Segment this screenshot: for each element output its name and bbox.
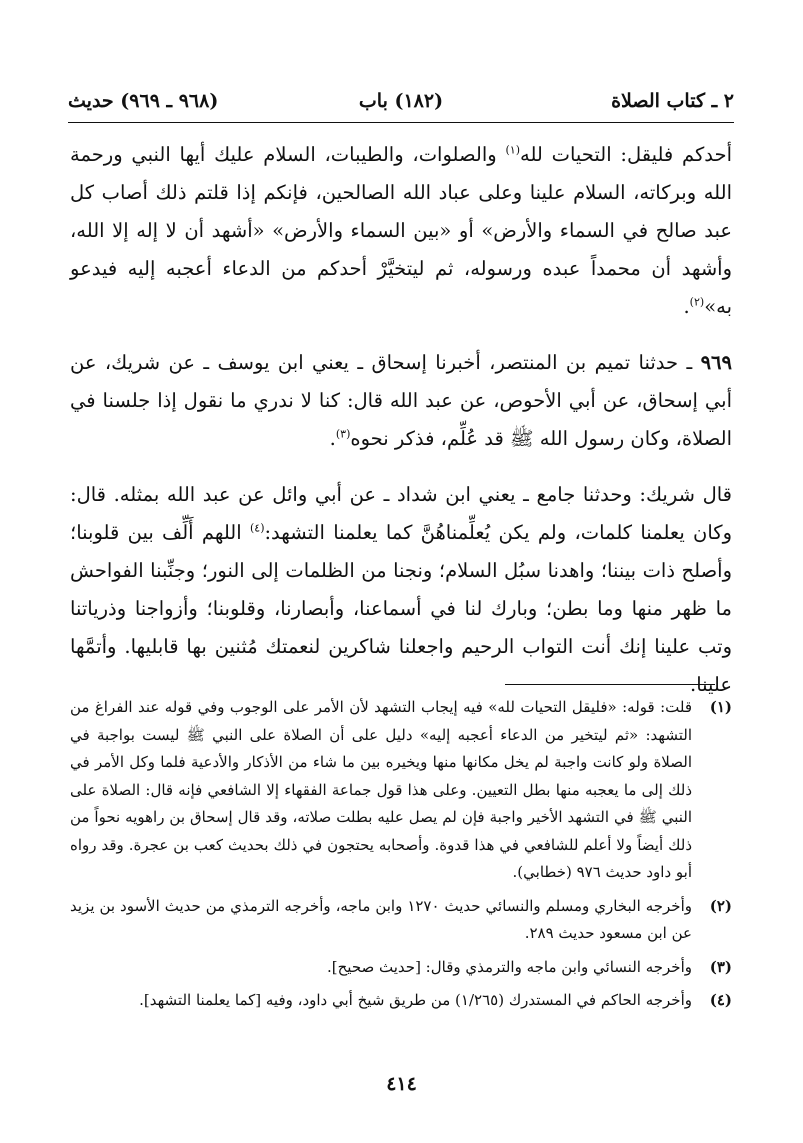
paragraph-hadith-968-end: أحدكم فليقل: التحيات لله$^{(١)}$ والصلوات، والطيبات، السلام عليك أيها النبي ورحمة الله وبركاته، السلام علينا وعلى عباد الله الصالحين، فإنكم إذا قلتم ذلك أصاب كل عبد صالح في السماء والأرض» أو «بين السماء والأرض» «أشهد أن لا إله إلا الله، وأشهد أن محمداً عبده ورسوله، ثم ليتخيَّرْ أحدكم من الدعاء أعجبه إليه فيدعو به»$^{(٢)}$.	[70, 143, 732, 318]
footnote-number: (٢)	[709, 896, 732, 915]
footnote-ref-3[interactable]: (٣)	[335, 427, 351, 441]
footnote-separator	[505, 684, 715, 685]
hadith-number: ٩٦٩	[700, 351, 732, 374]
paragraph-hadith-969: ٩٦٩ ـ حدثنا تميم بن المنتصر، أخبرنا إسحاق ـ يعني ابن يوسف ـ عن شريك، عن أبي إسحاق، عن أبي الأحوص، عن عبد الله قال: كنا لا ندري ما نقول إذا جلسنا في الصلاة، وكان رسول الله ﷺ قد عُلِّم، فذكر نحوه$^{(٣)}$.	[70, 351, 732, 450]
footnote-number: (٣)	[709, 957, 732, 976]
chapter-number: (١٨٢) باب	[358, 90, 444, 112]
main-text	[70, 136, 732, 704]
footnote-text: وأخرجه الحاكم في المستدرك (١/٢٦٥) من طريق شيخ أبي داود، وفيه [كما يعلمنا التشهد].	[139, 991, 692, 1009]
page-number: ٤١٤	[386, 1073, 417, 1095]
footnote-ref-1[interactable]: (١)	[505, 143, 520, 157]
hadith-range: (٩٦٨ ـ ٩٦٩) حديث	[68, 90, 219, 112]
footnote-number: (٤)	[709, 991, 732, 1009]
header-rule	[68, 122, 734, 123]
chapter-title: ٢ ـ كتاب الصلاة	[611, 90, 734, 112]
footnote-ref-2[interactable]: (٢)	[689, 295, 705, 309]
footnote-number: (١)	[709, 698, 732, 716]
footnote-3	[70, 954, 732, 982]
footnote-ref-4[interactable]: (٤)	[249, 521, 265, 535]
footnote-1	[70, 694, 732, 887]
footnotes	[70, 694, 732, 1021]
footnote-text: وأخرجه النسائي وابن ماجه والترمذي وقال: [حديث صحيح].	[327, 957, 692, 976]
footnote-2	[70, 893, 732, 948]
paragraph-sharik: قال شريك: وحدثنا جامع ـ يعني ابن شداد ـ عن أبي وائل عن عبد الله بمثله. قال: وكان يعلمنا كلمات، ولم يكن يُعلِّمناهُنَّ كما يعلمنا التشهد:$^{(٤)}$ اللهم أَلِّف بين قلوبنا؛ وأصلح ذات بيننا؛ واهدنا سبُل السلام؛ ونجنا من الظلمات إلى النور؛ وجنِّبنا الفواحش ما ظهر منها وما بطن؛ وبارك لنا في أسماعنا، وأبصارنا، وقلوبنا؛ وأزواجنا وذرياتنا وتب علينا إنك أنت التواب الرحيم واجعلنا شاكرين لنعمتك مُثنين بها قابليها. وأتمَّها علينا.	[70, 483, 733, 696]
footnote-4	[70, 987, 732, 1015]
footnote-text: قلت: قوله: «فليقل التحيات لله» فيه إيجاب التشهد لأن الأمر على الوجوب وفي قوله عند الفراغ من التشهد: «ثم ليتخير من الدعاء أعجبه إليه» دليل على أن الصلاة على النبي ﷺ ليست بواجبة في الصلاة ولو كانت واجبة لم يخل مكانها منها ويخيره بين ما شاء من الأذكار والأدعية فلما وكل الأمر في ذلك إلى ما يعجبه منها بطل التعيين. وعلى هذا قول جماعة الفقهاء إلا الشافعي فإنه قال: الصلاة على النبي ﷺ في التشهد الأخير واجبة فإن لم يصل عليه بطلت صلاته، وقد قال إسحاق بن راهويه نحواً من ذلك أيضاً ولا أعلم للشافعي في هذا قدوة. وأصحابه يحتجون في ذلك بحديث كعب بن عجرة. وقد رواه أبو داود حديث ٩٧٦ (خطابي).	[70, 698, 693, 881]
running-head	[68, 86, 734, 120]
footnote-text: وأخرجه البخاري ومسلم والنسائي حديث ١٢٧٠ وابن ماجه، وأخرجه الترمذي من حديث الأسود بن يزيد عن ابن مسعود حديث ٢٨٩.	[70, 896, 692, 942]
